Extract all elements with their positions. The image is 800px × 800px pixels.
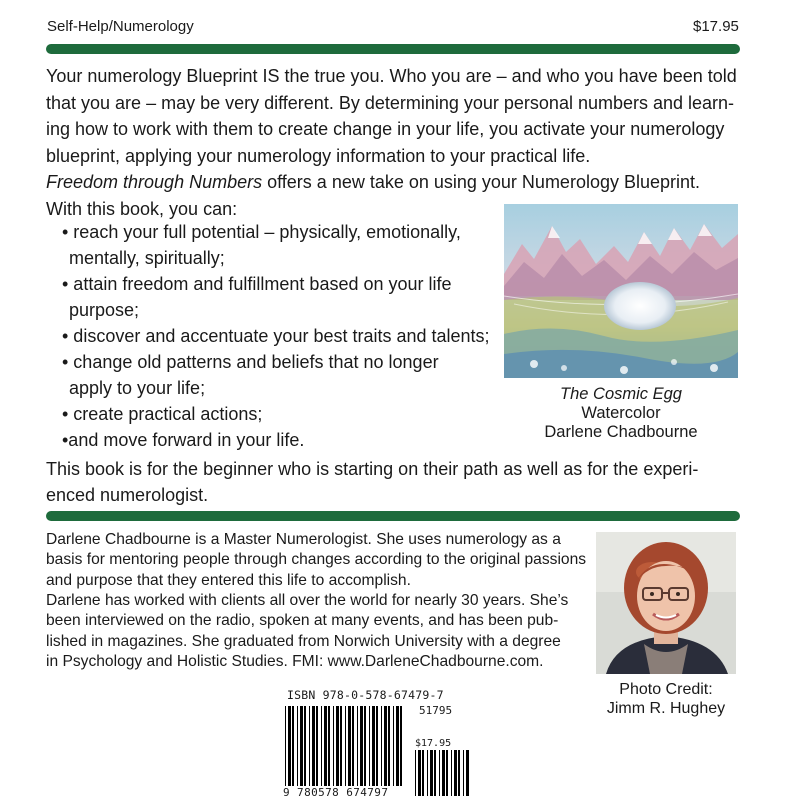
barcode-bar — [336, 706, 339, 786]
barcode-bar — [285, 706, 286, 786]
list-item: • discover and accentuate your best traits and talents; — [62, 326, 490, 346]
barcode-bar — [396, 706, 399, 786]
list-item: • reach your full potential – physically, emotionally, — [62, 222, 461, 242]
photo-credit-label: Photo Credit: — [619, 681, 713, 698]
barcode-bar — [463, 750, 464, 796]
price-label: $17.95 — [693, 18, 739, 35]
isbn-text: ISBN 978-0-578-67479-7 — [287, 688, 444, 702]
barcode-bar — [309, 706, 310, 786]
barcode-bar — [345, 706, 346, 786]
barcode-bar — [297, 706, 298, 786]
bio-line: been interviewed on the radio, spoken at many events, and has been pub- — [46, 612, 559, 630]
barcode-bar — [384, 706, 387, 786]
addon-price: $17.95 — [415, 738, 452, 749]
intro-line: that you are – may be very different. By determining your personal numbers and learn- — [46, 92, 735, 113]
barcode-bar — [300, 706, 303, 786]
barcode-bar — [415, 750, 416, 796]
book-title: Freedom through Numbers — [46, 172, 263, 192]
list-item-continuation: mentally, spiritually; — [69, 248, 225, 268]
bio-line: Darlene Chadbourne is a Master Numerologist. She uses numerology as a — [46, 531, 561, 548]
bio-line: and purpose that they entered this life to accomplish. — [46, 571, 411, 589]
top-divider — [46, 44, 740, 54]
barcode-bar — [400, 706, 402, 786]
painting-medium: Watercolor — [581, 404, 661, 422]
barcode-bar — [316, 706, 318, 786]
barcode-bar — [454, 750, 457, 796]
barcode-bar — [352, 706, 354, 786]
barcode-bar — [292, 706, 294, 786]
list-item: • attain freedom and fulfillment based on your life — [62, 274, 452, 294]
photo-credit-name: Jimm R. Hughey — [606, 700, 726, 717]
bio-line: basis for mentoring people through changes according to the original passions — [46, 551, 587, 569]
closing-line: This book is for the beginner who is starting on their path as well as for the experi- — [46, 459, 699, 479]
bio-line: Darlene has worked with clients all over the world for nearly 30 years. She’s — [46, 591, 569, 609]
barcode-bar — [427, 750, 428, 796]
barcode-bar — [324, 706, 327, 786]
photo-credit — [596, 680, 736, 718]
barcode-bar — [333, 706, 334, 786]
barcode-bar — [393, 706, 394, 786]
barcode-bar — [388, 706, 390, 786]
barcode-bar — [340, 706, 342, 786]
list-item-continuation: apply to your life; — [69, 378, 206, 398]
barcode-bar — [439, 750, 440, 796]
barcode-bar — [376, 706, 378, 786]
barcode-bar — [422, 750, 424, 796]
category-label: Self-Help/Numerology — [47, 18, 194, 35]
book-title-line — [46, 169, 700, 196]
lead-in: With this book, you can: — [46, 198, 238, 219]
cosmic-egg-painting — [504, 204, 738, 378]
barcode-bar — [304, 706, 306, 786]
list-item: • change old patterns and beliefs that no longer — [62, 352, 439, 372]
barcode-bar — [364, 706, 366, 786]
barcode-bar — [357, 706, 358, 786]
isbn-barcode — [279, 688, 476, 800]
barcode-bar — [360, 706, 363, 786]
ean-digits: 9 780578 674797 — [283, 786, 389, 799]
list-item-continuation: purpose; — [69, 300, 140, 320]
list-item: • create practical actions; — [62, 404, 263, 424]
barcode-bar — [321, 706, 322, 786]
addon-code: 51795 — [419, 704, 453, 717]
list-item: •and move forward in your life. — [62, 430, 305, 450]
barcode-bar — [348, 706, 351, 786]
barcode-bar — [288, 706, 291, 786]
barcode-bar — [451, 750, 452, 796]
barcode-bar — [418, 750, 421, 796]
painting-title: The Cosmic Egg — [560, 385, 682, 403]
barcode-bar — [430, 750, 433, 796]
barcode-bar — [328, 706, 330, 786]
intro-line: ing how to work with them to create change in your life, you activate your numerology — [46, 119, 725, 139]
bio-line: lished in magazines. She graduated from Norwich University with a degree — [46, 632, 561, 650]
barcode-bar — [458, 750, 460, 796]
barcode-bar — [381, 706, 382, 786]
barcode-bar — [369, 706, 370, 786]
barcode-bar — [372, 706, 375, 786]
author-photo — [596, 532, 736, 674]
intro-line: Your numerology Blueprint IS the true you. Who you are – and who you have been told — [46, 66, 737, 86]
barcode-bar — [446, 750, 448, 796]
bio-line: in Psychology and Holistic Studies. FMI: www.DarleneChadbourne.com. — [46, 652, 544, 670]
barcode-bar — [442, 750, 445, 796]
barcode-bar — [312, 706, 315, 786]
intro-line: blueprint, applying your numerology information to your practical life. — [46, 145, 591, 166]
painting-caption — [504, 385, 738, 442]
closing-line: enced numerologist. — [46, 485, 209, 505]
ean-bars — [285, 706, 405, 786]
middle-divider — [46, 511, 740, 521]
book-title-line-rest: offers a new take on using your Numerology Blueprint. — [262, 172, 701, 192]
barcode-bar — [434, 750, 436, 796]
barcode-bar — [466, 750, 469, 796]
painting-artist: Darlene Chadbourne — [544, 423, 698, 441]
addon-bars — [415, 750, 469, 796]
